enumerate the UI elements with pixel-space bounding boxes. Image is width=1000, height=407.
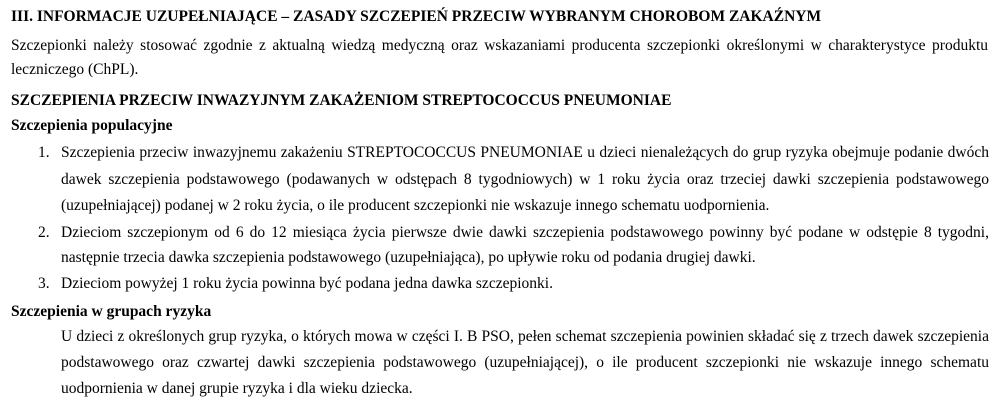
grupy-ryzyka-heading: Szczepienia w grupach ryzyka bbox=[11, 303, 212, 320]
list-item-number: 3. bbox=[38, 275, 50, 292]
section-title: III. INFORMACJE UZUPEŁNIAJĄCE – ZASADY SZCZEPIEŃ PRZECIW WYBRANYM CHOROBOM ZAKAŹNYM bbox=[11, 8, 822, 25]
list-item-number: 1. bbox=[38, 144, 50, 161]
subsection-title: SZCZEPIENIA PRZECIW INWAZYJNYM ZAKAŻENIOM STREPTOCOCCUS PNEUMONIAE bbox=[11, 92, 672, 109]
grupy-ryzyka-line: U dzieci z określonych grup ryzyka, o których mowa w części I. B PSO, pełen schemat szczepienia powinien składać się z trzech dawek szczepienia bbox=[61, 328, 989, 345]
grupy-ryzyka-line: uodpornienia w danej grupie ryzyka i dla wieku dziecka. bbox=[61, 380, 413, 397]
intro-line-1: Szczepionki należy stosować zgodnie z aktualną wiedzą medyczną oraz wskazaniami producenta szczepionki określonymi w charakterystyce produktu bbox=[11, 37, 988, 54]
grupy-ryzyka-line: podstawowego oraz czwartej dawki szczepienia podstawowego (uzupełniającej), o ile producent szczepionki nie wskazuje innego schematu bbox=[61, 354, 989, 371]
populacyjne-heading: Szczepienia populacyjne bbox=[11, 117, 173, 134]
list-item-line: Dzieciom powyżej 1 roku życia powinna być podana jedna dawka szczepionki. bbox=[61, 275, 553, 292]
intro-line-2: leczniczego (ChPL). bbox=[11, 61, 139, 78]
list-item-number: 2. bbox=[38, 224, 50, 241]
list-item-line: następnie trzecia dawka szczepienia podstawowego (uzupełniająca), po upływie roku od podania drugiej dawki. bbox=[61, 249, 756, 266]
list-item-line: (uzupełniającej) podanej w 2 roku życia, o ile producent szczepionki nie wskazuje innego schematu uodpornienia. bbox=[61, 197, 770, 214]
list-item-line: Dzieciom szczepionym od 6 do 12 miesiąca życia pierwsze dwie dawki szczepienia podstawowego powinny być podane w odstępie 8 tygodni, bbox=[61, 224, 989, 241]
list-item-line: Szczepienia przeciw inwazyjnemu zakażeniu STREPTOCOCCUS PNEUMONIAE u dzieci nienależących do grup ryzyka obejmuje podanie dwóch bbox=[61, 144, 989, 161]
list-item-line: dawek szczepienia podstawowego (podawanych w odstępach 8 tygodniowych) w 1 roku życia oraz trzeciej dawki szczepienia podstawowego bbox=[61, 171, 989, 188]
